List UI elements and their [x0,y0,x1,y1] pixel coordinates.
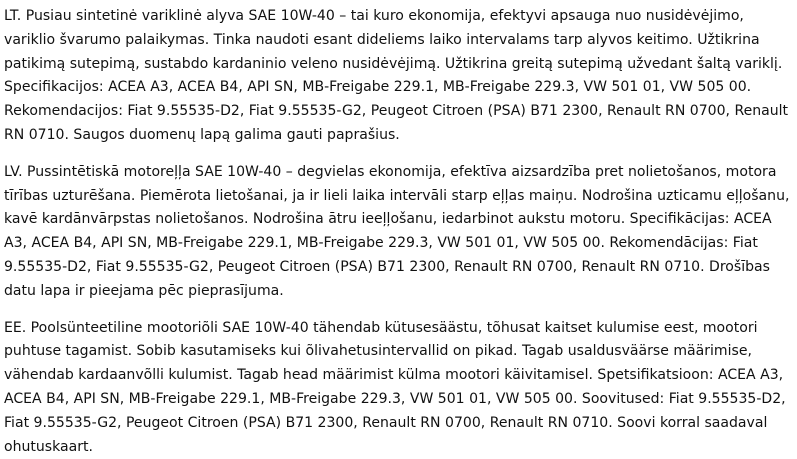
paragraph-line: LV. Pussintētiskā motoreļļa SAE 10W-40 – degvielas ekonomija, efektīva aizsardzība pret nolietošanos, motora [4,163,777,180]
paragraph-line: RN 0710. Saugos duomenų lapą galima gauti paprašius. [4,126,400,143]
paragraph-line: puhtuse tagamist. Sobib kasutamiseks kui õlivahetusintervallid on pikad. Tagab usaldusväärse määrimise, [4,343,752,360]
paragraph-line: 9.55535-D2, Fiat 9.55535-G2, Peugeot Citroen (PSA) B71 2300, Renault RN 0700, Renault RN 0710. Drošības [4,258,770,275]
paragraph-line: variklio švarumo palaikymas. Tinka naudoti esant dideliems laiko intervalams tarp alyvos keitimo. Užtikrina [4,31,760,48]
paragraph-ee [4,317,794,459]
paragraph-line: Rekomendacijos: Fiat 9.55535-D2, Fiat 9.55535-G2, Peugeot Citroen (PSA) B71 2300, Renault RN 0700, Renault [4,103,789,120]
document-page [4,5,794,459]
paragraph-lv [4,161,794,304]
paragraph-line: kavē kardānvārpstas nolietošanos. Nodrošina ātru ieeļļošanu, iedarbinot aukstu motoru. Specifikācijas: ACEA [4,211,772,228]
paragraph-line: A3, ACEA B4, API SN, MB-Freigabe 229.1, MB-Freigabe 229.3, VW 501 01, VW 505 00. Rekomendācijas: Fiat [4,235,758,252]
paragraph-line: ohutuskaart. [4,438,93,455]
paragraph-line: ACEA B4, API SN, MB-Freigabe 229.1, MB-Freigabe 229.3, VW 501 01, VW 505 00. Soovitused: Fiat 9.55535-D2, [4,390,786,407]
paragraph-line: vähendab kardaanvõlli kulumist. Tagab head määrimist külma mootori käivitamisel. Spetsifikatsioon: ACEA A3, [4,367,784,384]
paragraph-line: Specifikacijos: ACEA A3, ACEA B4, API SN, MB-Freigabe 229.1, MB-Freigabe 229.3, VW 501 01, VW 505 00. [4,79,752,96]
paragraph-line: datu lapa ir pieejama pēc pieprasījuma. [4,282,284,299]
paragraph-line: Fiat 9.55535-G2, Peugeot Citroen (PSA) B71 2300, Renault RN 0700, Renault RN 0710. Soovi korral saadaval [4,414,768,431]
paragraph-line: EE. Poolsünteetiline mootoriõli SAE 10W-40 tähendab kütusesäästu, tõhusat kaitset kulumise eest, mootori [4,319,758,336]
paragraph-line: tīrības uzturēšana. Piemērota lietošanai, ja ir lieli laika intervāli starp eļļas maiņu. Nodrošina uzticamu eļļošanu, [4,187,790,204]
paragraph-line: LT. Pusiau sintetinė variklinė alyva SAE 10W-40 – tai kuro ekonomija, efektyvi apsauga nuo nusidėvėjimo, [4,8,744,24]
paragraph-lt [4,5,794,148]
paragraph-line: patikimą sutepimą, sustabdo kardaninio veleno nusidėvėjimą. Užtikrina greitą sutepimą užvedant šaltą variklį. [4,55,783,72]
